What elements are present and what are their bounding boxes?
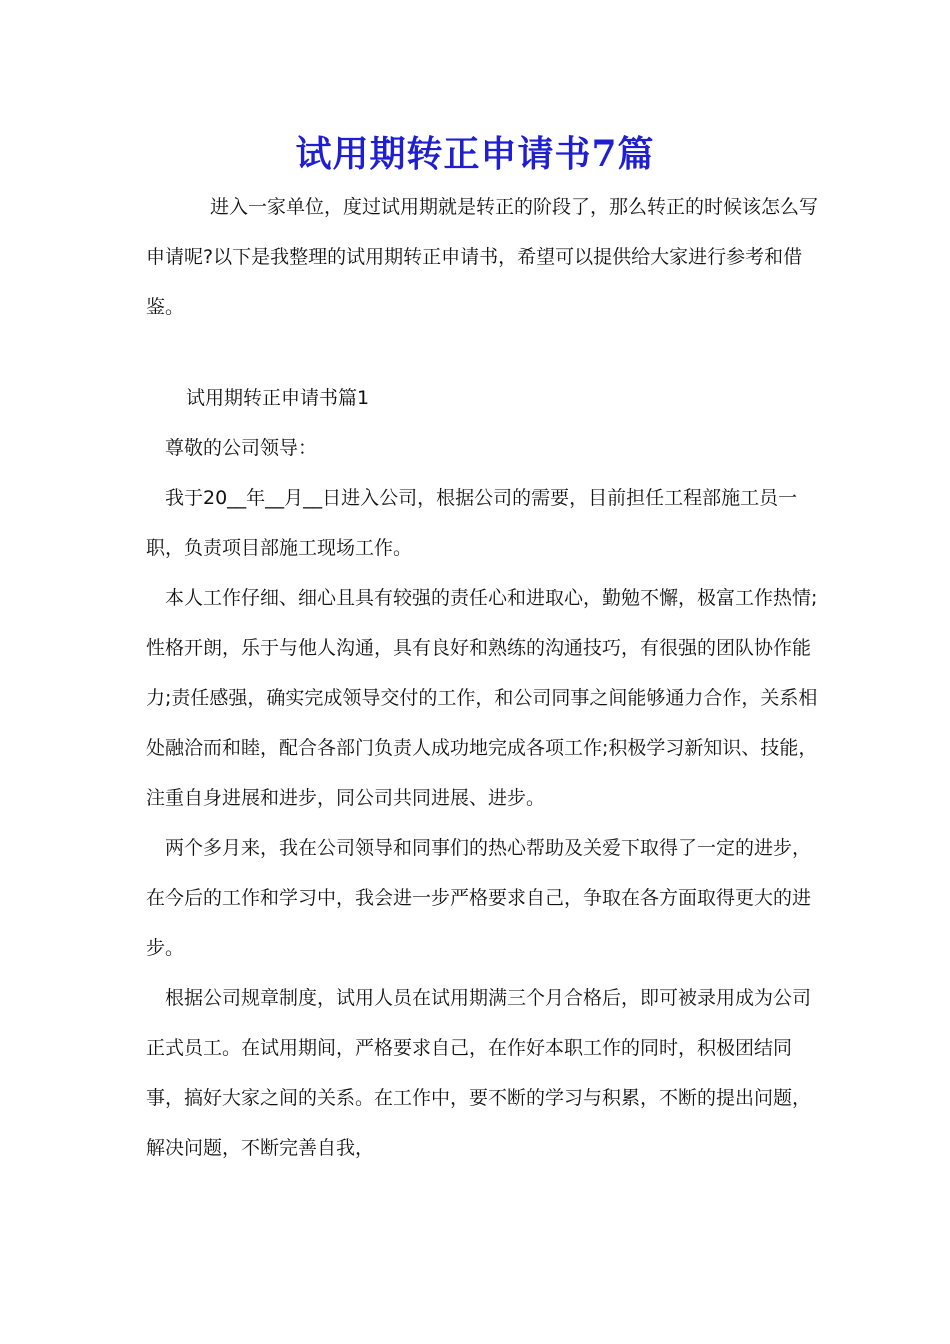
letter-body [146,423,826,1173]
body-paragraph-1: 我于20__年__月__日进入公司，根据公司的需要，目前担任工程部施工员一职，负责项目部施工现场工作。 [146,487,798,559]
salutation: 尊敬的公司领导： [165,437,318,459]
intro-paragraph: 进入一家单位，度过试用期就是转正的阶段了，那么转正的时候该怎么写申请呢?以下是我整理的试用期转正申请书，希望可以提供给大家进行参考和借鉴。 [146,196,819,318]
body-paragraph-3: 两个多月来，我在公司领导和同事们的热心帮助及关爱下取得了一定的进步，在今后的工作和学习中，我会进一步严格要求自己，争取在各方面取得更大的进步。 [146,837,812,959]
body-paragraph-2: 本人工作仔细、细心且具有较强的责任心和进取心，勤勉不懈，极富工作热情;性格开朗，乐于与他人沟通，具有良好和熟练的沟通技巧，有很强的团队协作能力;责任感强，确实完成领导交付的工作，和公司同事之间能够通力合作，关系相处融洽而和睦，配合各部门负责人成功地完成各项工作;积极学习新知识、技能，注重自身进展和进步，同公司共同进展、进步。 [146,587,818,809]
document-title: 试用期转正申请书7篇 [295,133,655,175]
body-paragraph-4: 根据公司规章制度，试用人员在试用期满三个月合格后，即可被录用成为公司正式员工。在试用期间，严格要求自己，在作好本职工作的同时，积极团结同事，搞好大家之间的关系。在工作中，要不断的学习与积累，不断的提出问题，解决问题，不断完善自我， [146,987,812,1159]
intro-block [146,182,826,332]
section-heading: 试用期转正申请书篇1 [186,387,370,409]
